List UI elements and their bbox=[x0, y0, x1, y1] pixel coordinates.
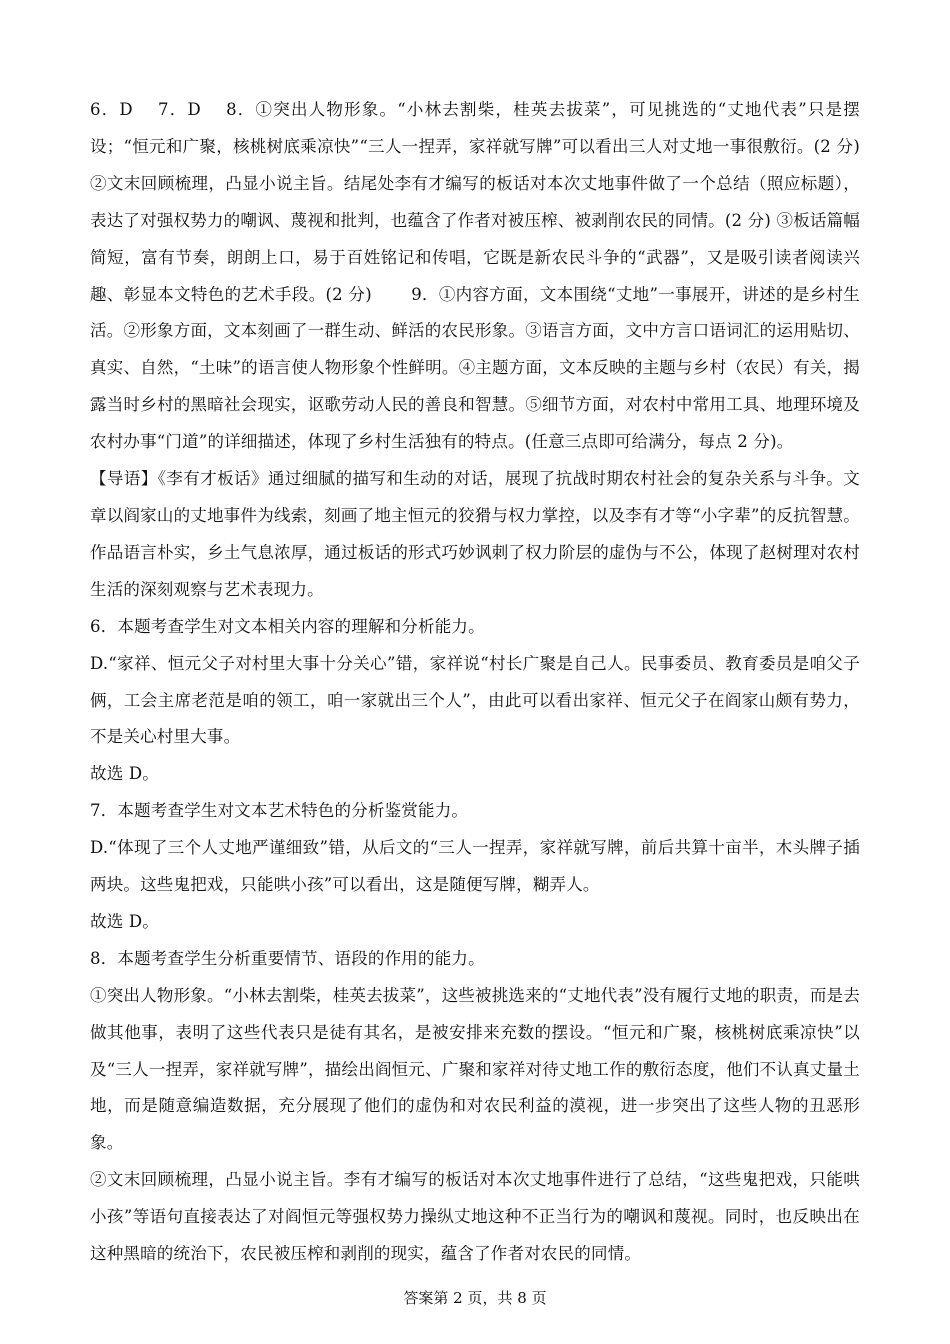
guide-paragraph: 【导语】《李有才板话》通过细腻的描写和生动的对话，展现了抗战时期农村社会的复杂关系与斗争。文章以阎家山的丈地事件为线索，刻画了地主恒元的狡猾与权力掌控，以及李有才等“小字辈”的反抗智慧。作品语言朴实，乡土气息浓厚，通过板话的形式巧妙讽刺了权力阶层的虚伪与不公，体现了赵树理对农村生活的深刻观察与艺术表现力。 bbox=[90, 469, 860, 599]
q6-heading: 6．本题考查学生对文本相关内容的理解和分析能力。 bbox=[90, 616, 485, 636]
q8-heading: 8．本题考查学生分析重要情节、语段的作用的能力。 bbox=[90, 948, 485, 968]
answer-summary-paragraph: 6．D 7．D 8．①突出人物形象。“小林去割柴，桂英去拔菜”，可见挑选的“丈地代表”只是摆设；“恒元和广聚，核桃树底乘凉快”“三人一捏弄，家祥就写牌”可以看出三人对丈地一事很敷衍。(2 分) ②文末回顾梳理，凸显小说主旨。结尾处李有才编写的板话对本次丈地事件做了一个总结（照应标题），表达了对强权势力的嘲讽、蔑视和批判，也蕴含了作者对被压榨、被剥削农民的同情。(2 分) ③板话篇幅简短，富有节奏，朗朗上口，易于百姓铭记和传唱，它既是新农民斗争的“武器”，又是吸引读者阅读兴趣、彰显本文特色的艺术手段。(2 分) 9．①内容方面，文本围绕“丈地”一事展开，讲述的是乡村生活。②形象方面，文本刻画了一群生动、鲜活的农民形象。③语言方面，文中方言口语词汇的运用贴切、真实、自然，“土味”的语言使人物形象个性鲜明。④主题方面，文本反映的主题与乡村（农民）有关，揭露当时乡村的黑暗社会现实，讴歌劳动人民的善良和智慧。⑤细节方面，对农村中常用工具、地理环境及农村办事“门道”的详细描述，体现了乡村生活独有的特点。(任意三点即可给满分，每点 2 分)。 bbox=[90, 100, 860, 452]
q7-explanation: D.“体现了三个人丈地严谨细致”错，从后文的“三人一捏弄，家祥就写牌，前后共算十亩半，木头牌子插两块。这些鬼把戏，只能哄小孩”可以看出，这是随便写牌，糊弄人。 bbox=[90, 838, 860, 895]
page-footer: 答案第 2 页，共 8 页 bbox=[403, 1289, 547, 1307]
q6-explanation: D.“家祥、恒元父子对村里大事十分关心”错，家祥说“村长广聚是自己人。民事委员、教育委员是咱父子俩，工会主席老范是咱的领工，咱一家就出三个人”，由此可以看出家祥、恒元父子在阎家山颇有势力，不是关心村里大事。 bbox=[90, 653, 860, 747]
q8-point-2: ②文末回顾梳理，凸显小说主旨。李有才编写的板话对本次丈地事件进行了总结，“这些鬼把戏，只能哄小孩”等语句直接表达了对阎恒元等强权势力操纵丈地这种不正当行为的嘲讽和蔑视。同时，也反映出在这种黑暗的统治下，农民被压榨和剥削的现实，蕴含了作者对农民的同情。 bbox=[90, 1170, 860, 1264]
q8-point-1: ①突出人物形象。“小林去割柴，桂英去拔菜”，这些被挑选来的“丈地代表”没有履行丈地的职责，而是去做其他事，表明了这些代表只是徒有其名，是被安排来充数的摆设。“恒元和广聚，核桃树底乘凉快”以及“三人一捏弄，家祥就写牌”，描绘出阎恒元、广聚和家祥对待丈地工作的敷衍态度，他们不认真丈量土地，而是随意编造数据，充分展现了他们的虚伪和对农民利益的漠视，进一步突出了这些人物的丑恶形象。 bbox=[90, 985, 860, 1153]
q6-answer: 故选 D。 bbox=[90, 764, 159, 784]
answer-page-body bbox=[90, 92, 860, 1273]
q7-answer: 故选 D。 bbox=[90, 911, 159, 931]
q7-heading: 7．本题考查学生对文本艺术特色的分析鉴赏能力。 bbox=[90, 801, 469, 821]
